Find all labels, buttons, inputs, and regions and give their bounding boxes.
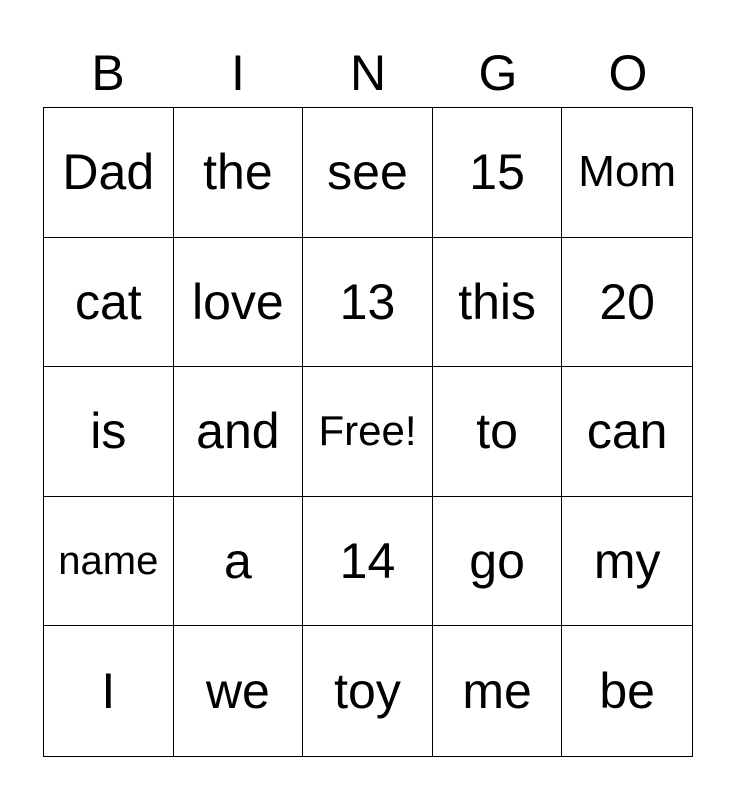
header-letter-b: B xyxy=(91,45,125,101)
header-letter-i: I xyxy=(231,45,245,101)
bingo-board xyxy=(43,107,693,757)
free-space-cell[interactable]: Free! xyxy=(303,367,433,497)
bingo-cell[interactable]: to xyxy=(433,367,563,497)
bingo-cell[interactable]: I xyxy=(44,626,174,756)
bingo-cell[interactable]: me xyxy=(433,626,563,756)
bingo-cell[interactable]: cat xyxy=(44,238,174,368)
bingo-header xyxy=(43,40,693,106)
header-letter-o: O xyxy=(608,45,648,101)
header-letter-n: N xyxy=(349,45,387,101)
bingo-cell[interactable]: go xyxy=(433,497,563,627)
bingo-cell[interactable]: be xyxy=(599,663,655,720)
bingo-cell[interactable]: see xyxy=(303,108,433,238)
bingo-cell[interactable]: and xyxy=(174,367,304,497)
bingo-cell[interactable]: 15 xyxy=(433,108,563,238)
bingo-cell[interactable]: 14 xyxy=(303,497,433,627)
bingo-cell[interactable]: name xyxy=(44,497,174,627)
header-letter-g: G xyxy=(478,45,518,101)
bingo-cell[interactable]: my xyxy=(562,497,692,627)
bingo-cell[interactable]: toy xyxy=(303,626,433,756)
bingo-cell[interactable]: we xyxy=(174,626,304,756)
bingo-cell[interactable]: this xyxy=(433,238,563,368)
bingo-cell[interactable]: 20 xyxy=(562,238,692,368)
bingo-cell[interactable]: the xyxy=(174,108,304,238)
bingo-cell[interactable]: Mom xyxy=(562,108,692,238)
bingo-cell[interactable]: is xyxy=(44,367,174,497)
bingo-cell[interactable]: Dad xyxy=(44,108,174,238)
bingo-cell[interactable]: a xyxy=(174,497,304,627)
bingo-cell[interactable]: love xyxy=(174,238,304,368)
bingo-cell[interactable]: can xyxy=(562,367,692,497)
bingo-cell[interactable]: 13 xyxy=(303,238,433,368)
